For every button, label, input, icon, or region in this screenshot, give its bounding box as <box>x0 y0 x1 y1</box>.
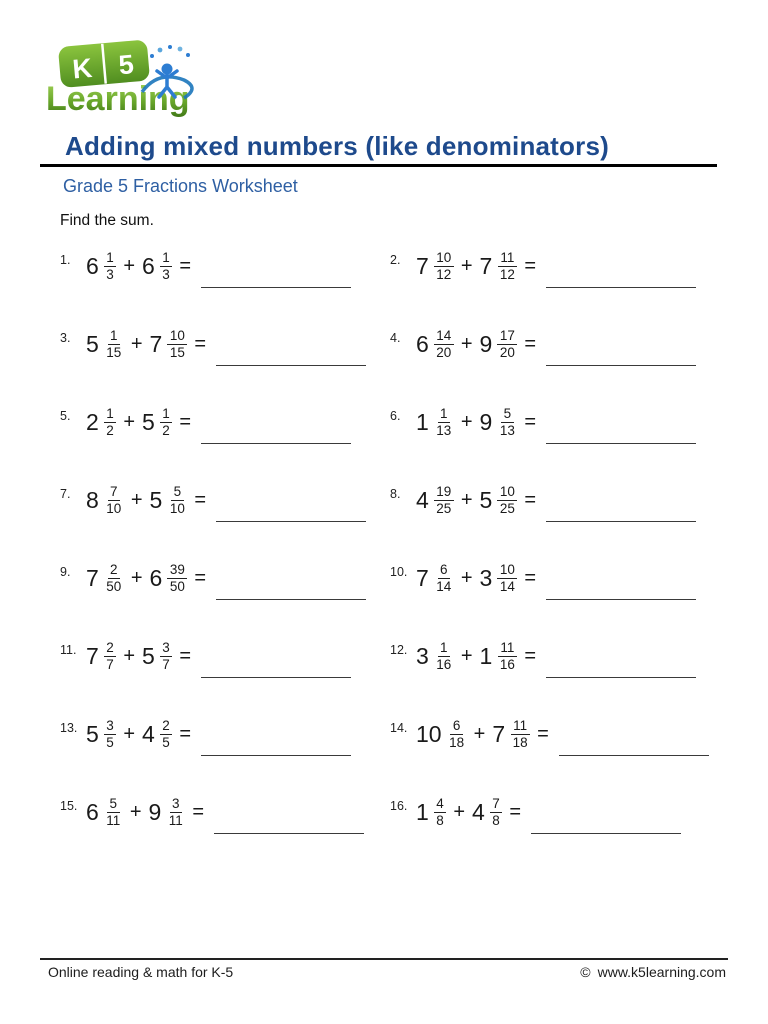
fraction-2 <box>497 250 517 283</box>
numerator-2: 1 <box>160 250 173 267</box>
fraction-1 <box>104 562 124 595</box>
whole-number-1: 7 <box>86 565 99 592</box>
problem-expression <box>416 640 696 673</box>
plus-sign: + <box>460 489 473 512</box>
numerator-1: 19 <box>434 484 454 501</box>
problem-expression <box>86 406 351 439</box>
whole-number-1: 6 <box>416 331 429 358</box>
answer-blank[interactable] <box>201 677 351 678</box>
equals-sign: = <box>179 255 191 278</box>
problem-number: 2. <box>390 253 401 267</box>
numerator-2: 5 <box>501 406 514 423</box>
fraction-2 <box>167 562 187 595</box>
equals-sign: = <box>194 333 207 356</box>
answer-blank[interactable] <box>559 755 709 756</box>
plus-sign: + <box>123 411 135 434</box>
title-divider <box>40 164 717 167</box>
problem-number: 12. <box>390 643 408 657</box>
copyright-icon: © <box>580 964 591 980</box>
denominator-2: 15 <box>169 345 185 361</box>
answer-blank[interactable] <box>214 833 364 834</box>
problem-number: 4. <box>390 331 401 345</box>
numerator-1: 1 <box>438 406 451 423</box>
footer-site <box>580 964 726 980</box>
plus-sign: + <box>460 411 473 434</box>
answer-blank[interactable] <box>216 365 366 366</box>
numerator-2: 7 <box>490 796 503 813</box>
whole-number-1: 1 <box>416 799 429 826</box>
fraction-1 <box>104 406 117 439</box>
logo-learning-text: Learning <box>46 80 190 118</box>
fraction-1 <box>434 250 454 283</box>
answer-blank[interactable] <box>201 755 351 756</box>
whole-number-1: 7 <box>86 643 99 670</box>
problem-expression <box>416 484 696 517</box>
denominator-2: 50 <box>169 579 185 595</box>
fraction-2 <box>160 640 173 673</box>
problem-number: 11. <box>60 643 77 657</box>
whole-number-2: 9 <box>148 799 162 826</box>
problems-grid <box>60 250 728 842</box>
numerator-2: 5 <box>171 484 184 501</box>
plus-sign: + <box>453 801 465 824</box>
problem <box>60 796 390 842</box>
problem <box>60 562 390 608</box>
numerator-2: 39 <box>167 562 187 579</box>
answer-blank[interactable] <box>546 599 696 600</box>
problem <box>390 328 720 374</box>
problem-expression <box>86 640 351 673</box>
problem-number: 1. <box>60 253 71 267</box>
answer-blank[interactable] <box>201 443 351 444</box>
problem-expression <box>86 796 364 829</box>
denominator-1: 7 <box>106 657 114 673</box>
denominator-1: 18 <box>449 735 465 751</box>
denominator-2: 12 <box>499 267 515 283</box>
whole-number-2: 1 <box>479 643 493 670</box>
plus-sign: + <box>130 489 143 512</box>
answer-blank[interactable] <box>531 833 681 834</box>
equals-sign: = <box>194 489 207 512</box>
answer-blank[interactable] <box>201 287 351 288</box>
footer-divider <box>40 958 728 960</box>
plus-sign: + <box>460 645 473 668</box>
whole-number-1: 10 <box>416 721 442 748</box>
numerator-1: 1 <box>104 406 117 423</box>
fraction-2 <box>497 406 517 439</box>
whole-number-1: 7 <box>416 253 429 280</box>
denominator-2: 8 <box>492 813 500 829</box>
denominator-2: 14 <box>499 579 515 595</box>
problem <box>60 250 390 296</box>
problem-number: 14. <box>390 721 408 735</box>
fraction-2 <box>510 718 530 751</box>
numerator-2: 11 <box>498 250 517 267</box>
denominator-1: 8 <box>436 813 444 829</box>
fraction-1 <box>104 484 124 517</box>
whole-number-1: 4 <box>416 487 429 514</box>
equals-sign: = <box>179 411 191 434</box>
fraction-2 <box>160 718 173 751</box>
fraction-1 <box>104 640 117 673</box>
numerator-1: 14 <box>434 328 454 345</box>
problem-expression <box>416 328 696 361</box>
whole-number-1: 6 <box>86 253 99 280</box>
denominator-2: 16 <box>499 657 515 673</box>
problem <box>390 484 720 530</box>
footer-site-url: www.k5learning.com <box>597 964 726 980</box>
equals-sign: = <box>524 645 537 668</box>
plus-sign: + <box>130 333 143 356</box>
problem-number: 5. <box>60 409 71 423</box>
whole-number-1: 5 <box>86 331 99 358</box>
whole-number-2: 9 <box>479 409 493 436</box>
fraction-2 <box>167 328 187 361</box>
denominator-2: 25 <box>499 501 515 517</box>
fraction-1 <box>434 406 454 439</box>
answer-blank[interactable] <box>546 677 696 678</box>
whole-number-1: 5 <box>86 721 99 748</box>
whole-number-2: 9 <box>479 331 493 358</box>
problem-number: 3. <box>60 331 71 345</box>
whole-number-2: 7 <box>479 253 493 280</box>
numerator-1: 1 <box>104 250 117 267</box>
page-title: Adding mixed numbers (like denominators) <box>65 131 609 161</box>
equals-sign: = <box>524 411 537 434</box>
fraction-2 <box>497 328 517 361</box>
problem-number: 9. <box>60 565 71 579</box>
problem-number: 16. <box>390 799 408 813</box>
answer-blank[interactable] <box>216 599 366 600</box>
plus-sign: + <box>460 255 473 278</box>
denominator-1: 5 <box>106 735 114 751</box>
numerator-1: 10 <box>434 250 454 267</box>
problem <box>60 406 390 452</box>
problem-number: 7. <box>60 487 71 501</box>
equals-sign: = <box>509 801 521 824</box>
numerator-1: 3 <box>104 718 117 735</box>
numerator-2: 10 <box>167 328 187 345</box>
problem-expression <box>86 250 351 283</box>
fraction-1 <box>104 250 117 283</box>
whole-number-2: 6 <box>142 253 155 280</box>
denominator-2: 10 <box>169 501 185 517</box>
plus-sign: + <box>473 723 486 746</box>
plus-sign: + <box>123 723 135 746</box>
numerator-2: 10 <box>497 484 517 501</box>
whole-number-2: 3 <box>479 565 493 592</box>
fraction-2 <box>160 406 173 439</box>
numerator-2: 2 <box>160 718 173 735</box>
plus-sign: + <box>123 255 135 278</box>
instruction-text: Find the sum. <box>60 212 154 229</box>
whole-number-2: 4 <box>142 721 155 748</box>
numerator-2: 11 <box>498 640 517 657</box>
equals-sign: = <box>537 723 549 746</box>
fraction-2 <box>166 796 185 829</box>
fraction-1 <box>104 796 123 829</box>
fraction-1 <box>104 328 124 361</box>
whole-number-2: 6 <box>149 565 163 592</box>
denominator-1: 10 <box>106 501 122 517</box>
denominator-1: 11 <box>106 813 121 829</box>
whole-number-1: 2 <box>86 409 99 436</box>
denominator-1: 20 <box>436 345 452 361</box>
answer-blank[interactable] <box>546 287 696 288</box>
problem <box>390 640 720 686</box>
fraction-1 <box>104 718 117 751</box>
problem-expression <box>416 562 696 595</box>
equals-sign: = <box>524 333 537 356</box>
whole-number-2: 4 <box>472 799 485 826</box>
problem-number: 15. <box>60 799 78 813</box>
fraction-1 <box>434 640 454 673</box>
whole-number-2: 5 <box>142 409 155 436</box>
numerator-2: 11 <box>511 718 530 735</box>
fraction-2 <box>497 562 517 595</box>
whole-number-1: 3 <box>416 643 429 670</box>
fraction-2 <box>167 484 187 517</box>
whole-number-1: 6 <box>86 799 99 826</box>
denominator-1: 16 <box>436 657 452 673</box>
problem <box>60 328 390 374</box>
numerator-1: 1 <box>438 640 451 657</box>
fraction-1 <box>434 484 454 517</box>
denominator-2: 5 <box>162 735 170 751</box>
whole-number-2: 5 <box>142 643 155 670</box>
problem-number: 10. <box>390 565 408 579</box>
whole-number-1: 7 <box>416 565 429 592</box>
whole-number-2: 7 <box>149 331 163 358</box>
answer-blank[interactable] <box>546 443 696 444</box>
numerator-2: 3 <box>170 796 183 813</box>
numerator-1: 5 <box>107 796 120 813</box>
plus-sign: + <box>460 333 473 356</box>
denominator-2: 2 <box>162 423 170 439</box>
whole-number-2: 7 <box>492 721 506 748</box>
equals-sign: = <box>524 567 537 590</box>
denominator-1: 12 <box>436 267 452 283</box>
problem <box>60 718 390 764</box>
numerator-1: 1 <box>108 328 121 345</box>
numerator-2: 10 <box>497 562 517 579</box>
numerator-1: 4 <box>434 796 447 813</box>
problem-expression <box>86 484 366 517</box>
plus-sign: + <box>130 567 143 590</box>
answer-blank[interactable] <box>216 521 366 522</box>
whole-number-2: 5 <box>149 487 163 514</box>
numerator-2: 17 <box>497 328 517 345</box>
denominator-1: 15 <box>106 345 122 361</box>
denominator-2: 11 <box>168 813 183 829</box>
denominator-1: 2 <box>106 423 114 439</box>
plus-sign: + <box>129 801 142 824</box>
page-subtitle: Grade 5 Fractions Worksheet <box>63 176 298 196</box>
fraction-1 <box>447 718 467 751</box>
numerator-1: 6 <box>438 562 451 579</box>
fraction-1 <box>434 328 454 361</box>
footer-tagline: Online reading & math for K-5 <box>48 964 234 980</box>
problem-expression <box>416 718 709 751</box>
numerator-2: 3 <box>160 640 173 657</box>
denominator-2: 3 <box>162 267 170 283</box>
equals-sign: = <box>179 645 191 668</box>
plus-sign: + <box>460 567 473 590</box>
problem <box>60 484 390 530</box>
denominator-1: 25 <box>436 501 452 517</box>
problem <box>390 796 720 842</box>
equals-sign: = <box>194 567 207 590</box>
numerator-1: 7 <box>108 484 121 501</box>
denominator-2: 13 <box>499 423 515 439</box>
equals-sign: = <box>179 723 191 746</box>
denominator-2: 7 <box>162 657 170 673</box>
whole-number-2: 5 <box>479 487 493 514</box>
problem <box>60 640 390 686</box>
problem-expression <box>86 718 351 751</box>
equals-sign: = <box>524 489 537 512</box>
problem-expression <box>416 250 696 283</box>
k5-learning-logo <box>46 34 216 118</box>
problem <box>390 718 720 764</box>
fraction-2 <box>497 640 517 673</box>
problem <box>390 562 720 608</box>
whole-number-1: 8 <box>86 487 99 514</box>
denominator-1: 3 <box>106 267 114 283</box>
numerator-1: 2 <box>108 562 121 579</box>
numerator-1: 6 <box>450 718 463 735</box>
denominator-1: 50 <box>106 579 122 595</box>
numerator-1: 2 <box>104 640 117 657</box>
answer-blank[interactable] <box>546 365 696 366</box>
fraction-1 <box>434 562 454 595</box>
denominator-1: 13 <box>436 423 452 439</box>
equals-sign: = <box>192 801 204 824</box>
problem-expression <box>86 328 366 361</box>
problem-expression <box>416 406 696 439</box>
plus-sign: + <box>123 645 135 668</box>
logo-digit-5: 5 <box>117 49 135 81</box>
fraction-2 <box>497 484 517 517</box>
denominator-2: 20 <box>499 345 515 361</box>
whole-number-1: 1 <box>416 409 429 436</box>
denominator-1: 14 <box>436 579 452 595</box>
problem <box>390 406 720 452</box>
problem-number: 6. <box>390 409 401 423</box>
logo-letter-k: K <box>71 52 94 85</box>
problem-number: 13. <box>60 721 78 735</box>
numerator-2: 1 <box>160 406 173 423</box>
fraction-2 <box>160 250 173 283</box>
fraction-1 <box>434 796 447 829</box>
fraction-2 <box>490 796 503 829</box>
answer-blank[interactable] <box>546 521 696 522</box>
equals-sign: = <box>524 255 537 278</box>
denominator-2: 18 <box>512 735 528 751</box>
problem-expression <box>416 796 681 829</box>
problem <box>390 250 720 296</box>
problem-expression <box>86 562 366 595</box>
problem-number: 8. <box>390 487 401 501</box>
